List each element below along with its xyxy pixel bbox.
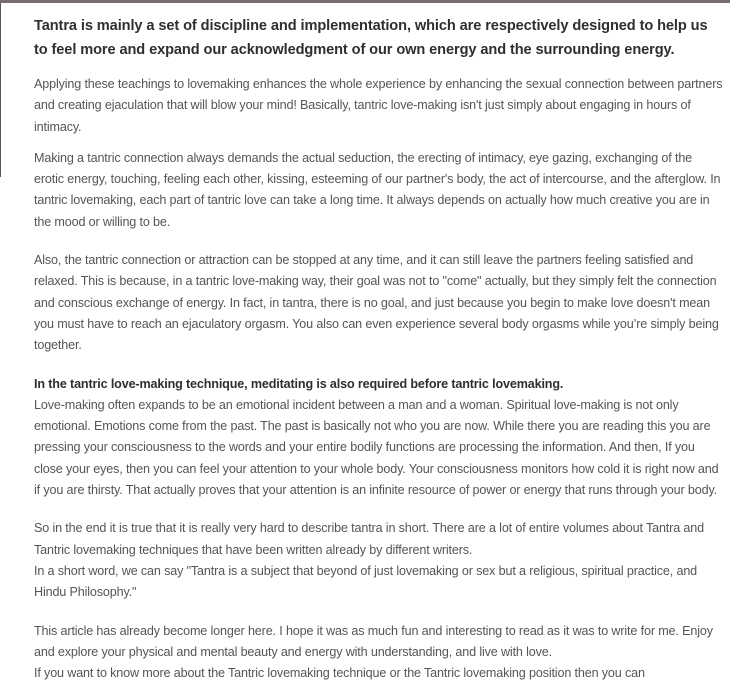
paragraph-5 — [34, 518, 724, 603]
paragraph-6-text: This article has already become longer here. I hope it was as much fun and interesting to read as it was to write for me. Enjoy and explore your physical and mental beauty and energy with understanding, and live with love. — [34, 623, 713, 659]
paragraph-4-text: Love-making often expands to be an emotional incident between a man and a woman. Spiritual love-making is not only emotional. Emotions come from the past. The past is basically not who you are now. While there you are reading this you are pressing your consciousness to the words and your entire bodily functions are processing the information. And then, If you close your eyes, then you can feel your attention to your whole body. Your consciousness monitors how cold it is right now and if you are thirsty. That actually proves that your attention is an infinite resource of power or energy that runs through your body. — [34, 397, 719, 498]
paragraph-6-continuation: If you want to know more about the Tantric lovemaking technique or the Tantric lovemaking position then you can — [34, 666, 645, 681]
paragraph-1: Applying these teachings to lovemaking enhances the whole experience by enhancing the sexual connection between partners and creating ejaculation that will blow your mind! Basically, tantric love-making isn't just simply about engaging in hours of intimacy. — [34, 77, 723, 134]
paragraph-4 — [34, 374, 724, 502]
paragraph-2: Making a tantric connection always demands the actual seduction, the erecting of intimacy, eye gazing, exchanging of the erotic energy, touching, feeling each other, kissing, esteeming of our partner's body, the act of intercourse, and the afterglow. In tantric lovemaking, each part of tantric love can take a long time. It always depends on actually how much creative you are in the mood or willing to be. — [34, 150, 721, 229]
paragraph-3: Also, the tantric connection or attraction can be stopped at any time, and it can still leave the partners feeling satisfied and relaxed. This is because, in a tantric love-making way, their goal was not to "come" actually, but they simply felt the connection and conscious exchange of energy. In fact, in tantra, there is no goal, and just because you begin to make love doesn't mean you must have to reach an ejaculatory orgasm. You also can even experience several body orgasms while you’re simply being together. — [34, 253, 719, 353]
paragraph-5-text: So in the end it is true that it is really very hard to describe tantra in short. There are a lot of entire volumes about Tantra and Tantric lovemaking techniques that have been written already by different writers. — [34, 521, 704, 557]
article-body — [34, 14, 724, 694]
paragraph-5-quote: In a short word, we can say "Tantra is a subject that beyond of just lovemaking or sex but a religious, spiritual practice, and Hindu Philosophy." — [34, 563, 698, 600]
paragraph-6 — [34, 621, 724, 685]
section-subheading: In the tantric love-making technique, meditating is also required before tantric lovemaking. — [34, 376, 564, 391]
left-border-rule — [0, 3, 1, 177]
top-border-band — [0, 0, 730, 3]
lead-paragraph: Tantra is mainly a set of discipline and implementation, which are respectively designed to help us to feel more and expand our acknowledgment of our own energy and the surrounding energy. — [34, 18, 708, 58]
